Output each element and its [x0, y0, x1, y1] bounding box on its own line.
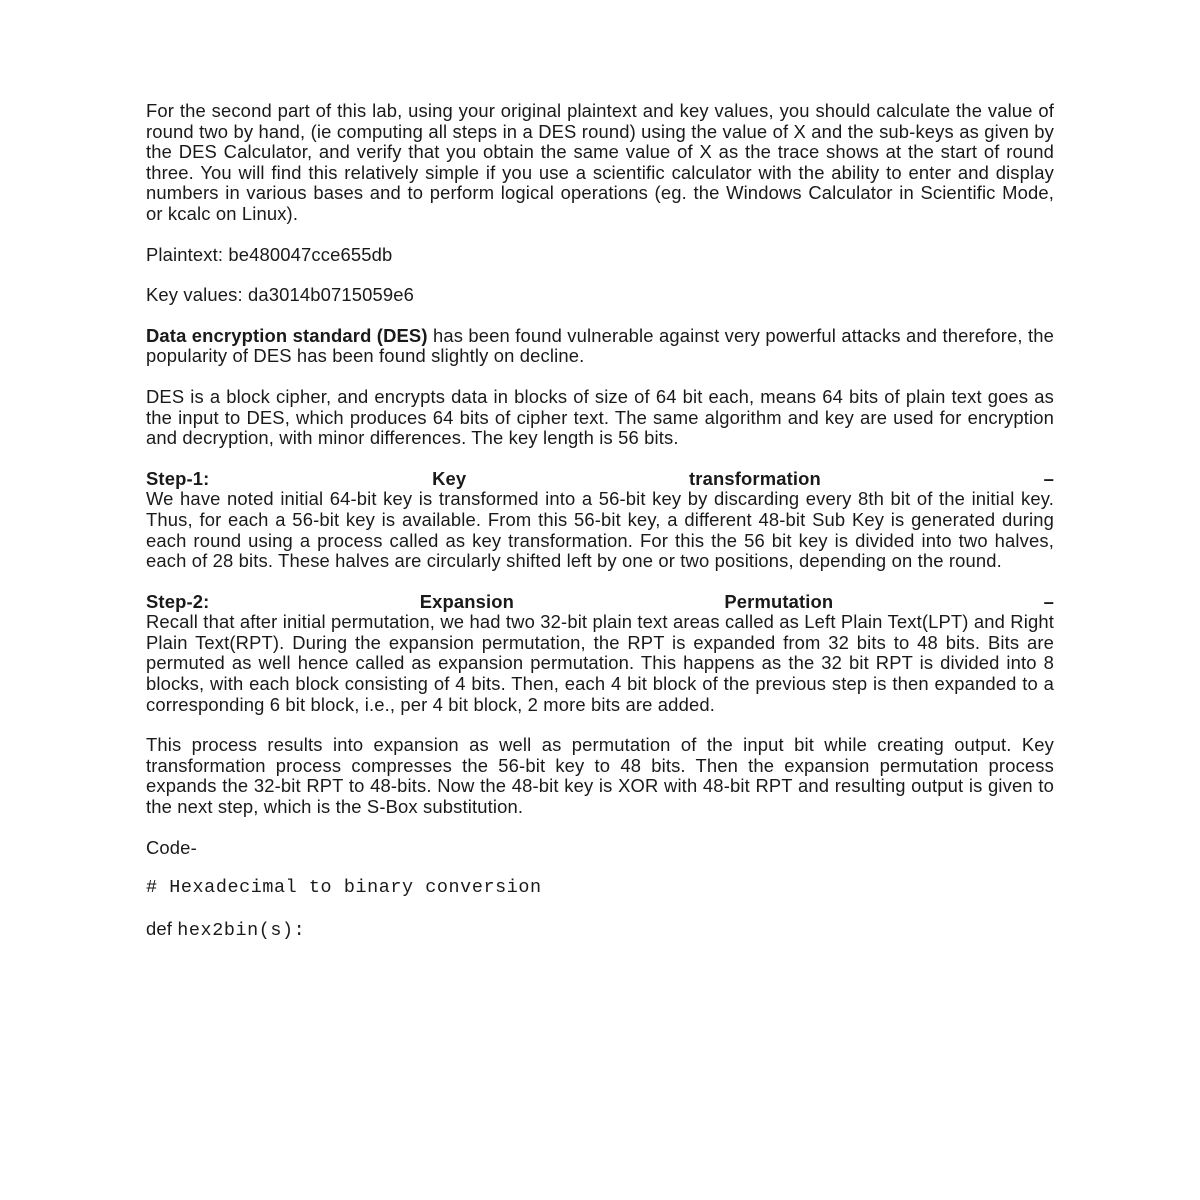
step2-word-expansion: Expansion: [419, 590, 515, 612]
des-intro-text: has been found vulnerable against very powerful attacks and therefore, the popularity of DES has been found slightly on decline.: [146, 324, 1054, 367]
des-term: Data encryption standard (DES): [146, 324, 428, 346]
step2-label: Step-2:: [146, 590, 210, 612]
step2-dash: –: [1043, 590, 1054, 612]
process-paragraph: This process results into expansion as well as permutation of the input bit while creating output. Key transformation process compresses the 56-bit key to 48 bits. Then the expansion permutation process expands the 32-bit RPT to 48-bits. Now the 48-bit key is XOR with 48-bit RPT and resulting output is given to the next step, which is the S-Box substitution.: [146, 734, 1054, 818]
step2-heading: [146, 592, 1054, 613]
code-comment: # Hexadecimal to binary conversion: [146, 877, 542, 899]
step1-heading: [146, 469, 1054, 490]
des-intro-paragraph: [146, 326, 1054, 367]
code-def-keyword: def: [146, 917, 173, 939]
step1-word-key: Key: [432, 467, 467, 489]
intro-paragraph: For the second part of this lab, using your original plaintext and key values, you should calculate the value of round two by hand, (ie computing all steps in a DES round) using the value of X and the sub-keys as given by the DES Calculator, and verify that you obtain the same value of X as the trace shows at the start of round three. You will find this relatively simple if you use a scientific calculator with the ability to enter and display numbers in various bases and to perform logical operations (eg. the Windows Calculator in Scientific Mode, or kcalc on Linux).: [146, 100, 1054, 224]
step1-body: We have noted initial 64-bit key is transformed into a 56-bit key by discarding every 8th bit of the initial key. Thus, for each a 56-bit key is available. From this 56-bit key, a different 48-bit Sub Key is generated during each round using a process called as key transformation. For this the 56 bit key is divided into two halves, each of 28 bits. These halves are circularly shifted left by one or two positions, depending on the round.: [146, 488, 1054, 572]
block-cipher-paragraph: DES is a block cipher, and encrypts data in blocks of size of 64 bit each, means 64 bits of plain text goes as the input to DES, which produces 64 bits of cipher text. The same algorithm and key are used for encryption and decryption, with minor differences. The key length is 56 bits.: [146, 385, 1054, 449]
step1-word-transformation: transformation: [689, 467, 821, 489]
key-values-line: Key values: da3014b0715059e6: [146, 284, 415, 306]
step1-dash: –: [1043, 467, 1054, 489]
code-def-line: [146, 919, 1054, 942]
step2-word-permutation: Permutation: [724, 590, 834, 612]
step2-body: Recall that after initial permutation, we had two 32-bit plain text areas called as Left Plain Text(LPT) and Right Plain Text(RPT). During the expansion permutation, the RPT is expanded from 32 bits to 48 bits. Bits are permuted as well hence called as expansion permutation. This happens as the 32 bit RPT is divided into 8 blocks, with each block consisting of 4 bits. Then, each 4 bit block of the previous step is then expanded to a corresponding 6 bit block, i.e., per 4 bit block, 2 more bits are added.: [146, 611, 1054, 715]
code-def-function: hex2bin(s):: [177, 919, 306, 941]
plaintext-line: Plaintext: be480047cce655db: [146, 243, 393, 265]
code-label: Code-: [146, 836, 197, 858]
step1-label: Step-1:: [146, 467, 210, 489]
document-page: [146, 101, 1054, 941]
